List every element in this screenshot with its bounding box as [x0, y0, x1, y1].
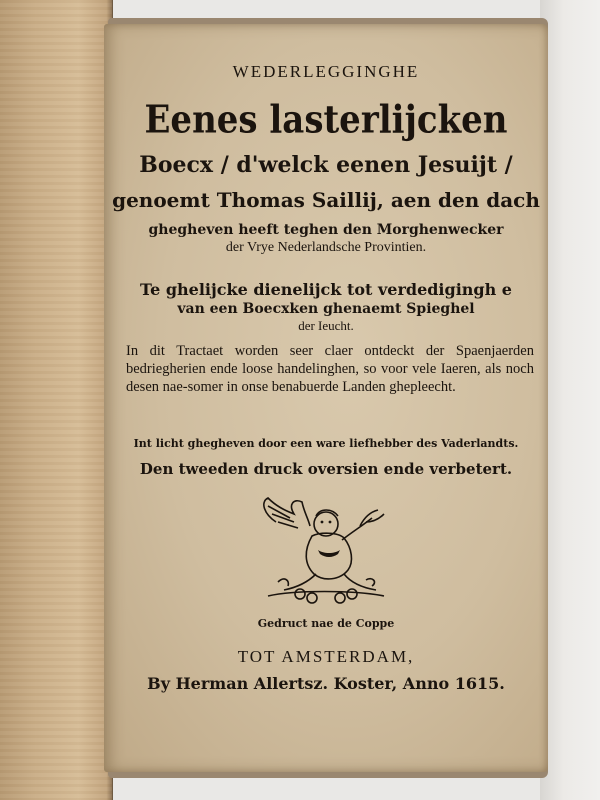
title-line-4: ghegheven heeft teghen den Morghenwecker — [148, 222, 504, 238]
publisher-note: Int licht ghegheven door een ware liefhebber des Vaderlandts. — [133, 437, 519, 450]
subtitle-line-1: Te ghelijcke dienelijck tot verdedigingh e — [140, 280, 512, 299]
book-cover-board — [0, 0, 113, 800]
printers-device-emblem — [254, 492, 394, 610]
subtitle-line-3: der Ieucht. — [298, 318, 354, 333]
title-page — [104, 24, 548, 772]
edition-note: Den tweeden druck oversien ende verbetert. — [139, 460, 513, 478]
imprint-printer-year: By Herman Allertsz. Koster, Anno 1615. — [147, 674, 505, 693]
imprint-city: TOT AMSTERDAM, — [237, 647, 415, 666]
title-heading: WEDERLEGGINGHE — [232, 62, 420, 81]
subtitle-line-2: van een Boecxken ghenaemt Spieghel — [177, 301, 475, 317]
title-line-3: genoemt Thomas Saillij, aen den dach — [112, 188, 540, 212]
printed-after-note: Gedruct nae de Coppe — [257, 617, 395, 630]
title-line-5: der Vrye Nederlandsche Provintien. — [225, 240, 427, 255]
title-line-2: Boecx / d'welck eenen Jesuijt / — [139, 152, 513, 178]
description-paragraph: In dit Tractaet worden seer claer ontdeckt der Spaenjaerden bedriegherien ende loose handelinghen, so voor vele Iaeren, als noch desen nae-somer in onse benabuerde Landen ghepleecht. — [126, 343, 534, 395]
background — [540, 0, 600, 800]
title-line-1: Eenes lasterlijcken — [144, 97, 508, 143]
